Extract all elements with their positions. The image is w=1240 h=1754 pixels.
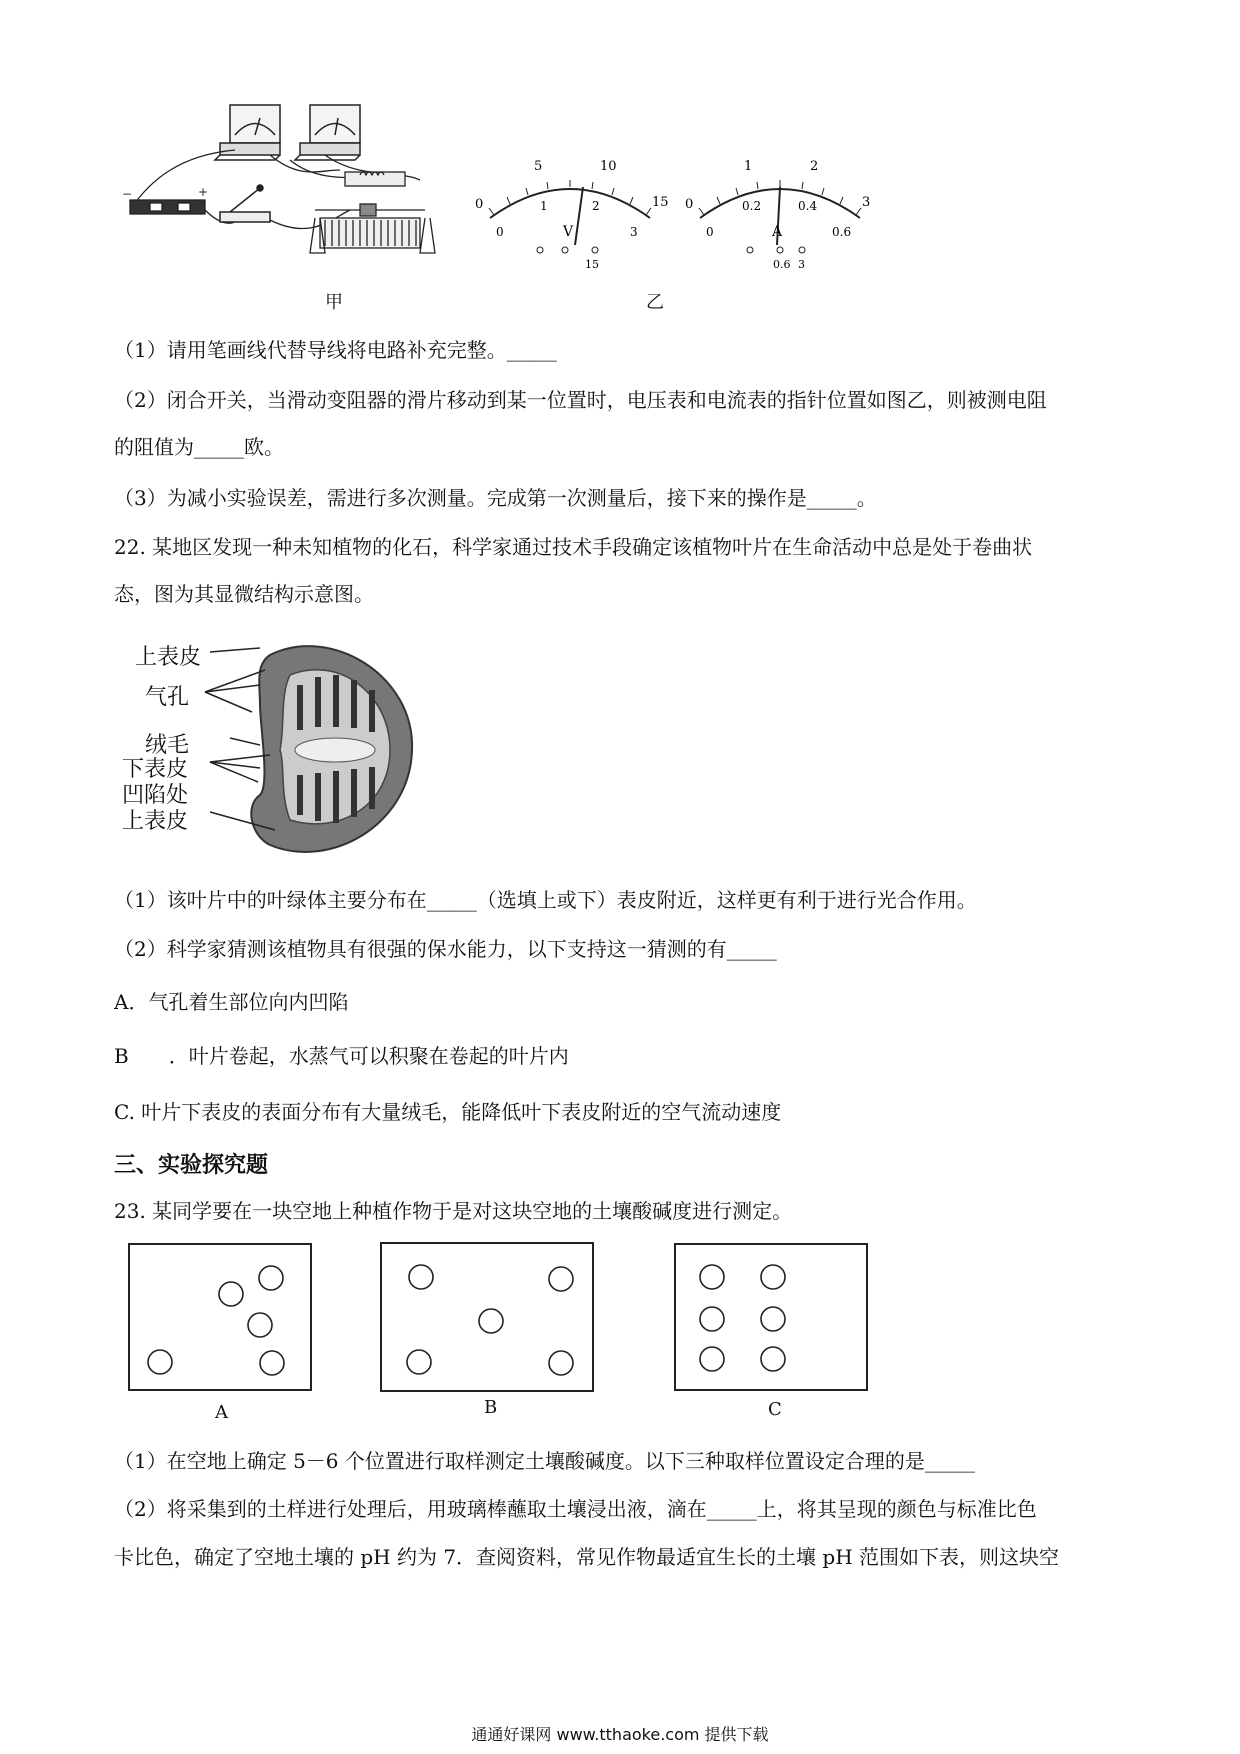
leaf-label-upper-epidermis: 上表皮 xyxy=(135,645,202,670)
v-top-tick-2: 10 xyxy=(600,159,617,174)
q22-option-a: A．气孔着生部位向内凹陷 xyxy=(114,990,349,1014)
leaf-label-depression: 凹陷处 xyxy=(122,783,189,808)
rheostat-device xyxy=(310,204,435,253)
voltmeter-device xyxy=(295,105,360,160)
q23-part1: （1）在空地上确定 5－6 个位置进行取样测定土壤酸碱度。以下三种取样位置设定合理的是_____ xyxy=(114,1449,975,1473)
q22-option-b: B ．叶片卷起，水蒸气可以积聚在卷起的叶片内 xyxy=(114,1044,569,1068)
a-inner-tick-1: 0.2 xyxy=(742,199,762,213)
sampling-label-a: A xyxy=(215,1402,228,1423)
leaf-label-hair: 绒毛 xyxy=(145,733,190,758)
q23-part2-line2: 卡比色，确定了空地土壤的 pH 约为 7．查阅资料，常见作物最适宜生长的土壤 pH 范围如下表，则这块空 xyxy=(114,1545,1059,1569)
sampling-label-c: C xyxy=(768,1399,782,1420)
q22-stem-line1: 22. 某地区发现一种未知植物的化石，科学家通过技术手段确定该植物叶片在生命活动中总是处于卷曲状 xyxy=(114,535,1033,559)
v-terminal: 15 xyxy=(585,258,599,270)
figure-label-yi: 乙 xyxy=(646,292,664,313)
svg-text:+: + xyxy=(198,185,209,199)
sampling-figure-a xyxy=(128,1243,312,1391)
a-terminal-b: 3 xyxy=(798,258,805,270)
a-top-end: 3 xyxy=(862,195,871,210)
sampling-figure-b xyxy=(380,1242,594,1392)
switch-device xyxy=(220,185,270,222)
sampling-label-b: B xyxy=(484,1397,498,1418)
leaf-pointer-lines xyxy=(200,640,320,840)
a-inner-zero: 0 xyxy=(706,225,714,239)
circuit-diagram xyxy=(120,100,460,290)
a-top-zero: 0 xyxy=(685,197,694,212)
sampling-figure-c xyxy=(674,1243,868,1391)
figure-label-jia: 甲 xyxy=(325,292,343,313)
v-inner-end: 3 xyxy=(630,225,638,239)
battery-device xyxy=(122,185,208,214)
a-top-tick-1: 1 xyxy=(744,159,753,174)
q22-part1: （1）该叶片中的叶绿体主要分布在_____（选填上或下）表皮附近，这样更有利于进行光合作用。 xyxy=(114,888,977,912)
resistor-device xyxy=(345,172,405,186)
a-terminal-a: 0.6 xyxy=(773,258,791,270)
v-inner-zero: 0 xyxy=(496,225,504,239)
v-top-tick-1: 5 xyxy=(534,159,543,174)
q21-part2-line2: 的阻值为_____欧。 xyxy=(114,435,284,459)
q22-option-c: C. 叶片下表皮的表面分布有大量绒毛，能降低叶下表皮附近的空气流动速度 xyxy=(114,1100,782,1124)
leaf-label-stoma: 气孔 xyxy=(145,685,190,710)
q23-part2-line1: （2）将采集到的土样进行处理后，用玻璃棒蘸取土壤浸出液，滴在_____上，将其呈现的颜色与标准比色 xyxy=(114,1497,1037,1521)
section-title: 三、实验探究题 xyxy=(114,1153,269,1178)
a-inner-tick-2: 0.4 xyxy=(798,199,818,213)
q22-stem-line2: 态，图为其显微结构示意图。 xyxy=(114,582,374,606)
page-footer: 通通好课网 www.tthaoke.com 提供下载 xyxy=(471,1725,769,1744)
q22-part2: （2）科学家猜测该植物具有很强的保水能力，以下支持这一猜测的有_____ xyxy=(114,937,777,961)
v-top-end: 15 xyxy=(652,195,669,210)
leaf-label-upper-epidermis-2: 上表皮 xyxy=(122,809,189,834)
leaf-label-lower-epidermis: 下表皮 xyxy=(122,757,189,782)
q21-part3: （3）为减小实验误差，需进行多次测量。完成第一次测量后，接下来的操作是_____。 xyxy=(114,486,877,510)
q21-part1: （1）请用笔画线代替导线将电路补充完整。_____ xyxy=(114,338,557,362)
v-inner-tick-1: 1 xyxy=(540,199,548,213)
voltmeter-needle xyxy=(575,187,583,245)
a-inner-end: 0.6 xyxy=(832,225,852,239)
q23-stem: 23. 某同学要在一块空地上种植作物于是对这块空地的土壤酸碱度进行测定。 xyxy=(114,1199,793,1223)
svg-text:−: − xyxy=(122,187,133,201)
a-top-tick-2: 2 xyxy=(810,159,819,174)
voltmeter-dial xyxy=(470,150,670,270)
q21-part2-line1: （2）闭合开关，当滑动变阻器的滑片移动到某一位置时，电压表和电流表的指针位置如图乙，则被测电阻 xyxy=(114,388,1047,412)
v-top-zero: 0 xyxy=(475,197,484,212)
ammeter-dial xyxy=(680,150,880,270)
v-inner-tick-2: 2 xyxy=(592,199,600,213)
a-symbol: A xyxy=(772,224,783,240)
v-symbol: V xyxy=(563,224,574,240)
